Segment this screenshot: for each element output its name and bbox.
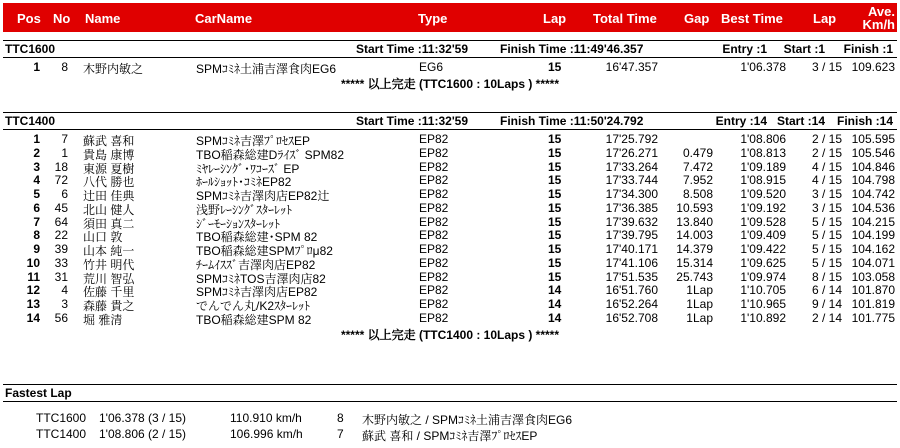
cell-lap: 15	[548, 187, 562, 201]
cell-no: 33	[54, 255, 68, 270]
fastest-lap-row	[3, 411, 897, 425]
cell-name: 蘇武 喜和	[83, 134, 135, 148]
cell-car: TBO稲森総建SPM 82	[196, 312, 312, 327]
fastest-class: TTC1400	[36, 427, 87, 441]
cell-best-lap: 3 / 15	[811, 200, 842, 215]
cell-lap: 15	[548, 145, 562, 160]
cell-total: 17'33.744	[605, 173, 658, 188]
cell-no: 72	[54, 173, 68, 188]
class-header	[3, 40, 897, 58]
cell-type: EP82	[419, 310, 449, 325]
cell-best-lap: 3 / 15	[811, 187, 842, 201]
cell-car: TBO稲森総建SPMﾌﾟﾛμ82	[196, 244, 333, 258]
cell-name: 東源 夏樹	[83, 161, 135, 176]
fastest-speed: 106.996 km/h	[230, 427, 303, 441]
cell-lap: 15	[548, 200, 562, 215]
cell-best-lap: 4 / 15	[811, 159, 842, 174]
table-row	[3, 60, 897, 74]
cell-best-lap: 5 / 15	[811, 255, 842, 270]
cell-gap: 1Lap	[686, 283, 713, 298]
cell-car: 浅野ﾚｰｼﾝｸﾞｽﾀｰﾚｯﾄ	[196, 202, 293, 217]
cell-ave: 109.623	[851, 60, 895, 74]
table-row	[3, 187, 897, 201]
cell-ave: 101.775	[851, 310, 895, 325]
class-finish: Finish :14	[836, 114, 893, 128]
table-row	[3, 201, 897, 215]
fastest-lap-row	[3, 427, 897, 441]
cell-ave: 104.199	[851, 228, 895, 243]
cell-no: 6	[61, 187, 68, 201]
cell-best: 1'09.422	[740, 242, 786, 256]
cell-type: EP82	[419, 200, 449, 215]
cell-pos: 7	[33, 214, 40, 229]
cell-name: 山本 純一	[83, 244, 135, 258]
cell-type: EP82	[419, 173, 449, 188]
cell-car: ﾐﾔﾚｰｼﾝｸﾞ･ﾜｺｰｽﾞ EP	[196, 161, 300, 176]
fastest-no: 8	[337, 411, 344, 425]
cell-best: 1'10.965	[740, 297, 786, 311]
table-row	[3, 215, 897, 229]
cell-no: 8	[61, 60, 68, 74]
table-row	[3, 146, 897, 160]
cell-best: 1'10.892	[740, 310, 786, 325]
cell-lap: 14	[548, 310, 562, 325]
results-header	[3, 3, 897, 32]
cell-pos: 1	[33, 60, 40, 74]
fastest-no: 7	[337, 427, 344, 441]
cell-name: 八代 勝也	[83, 175, 135, 190]
cell-total: 17'25.792	[605, 132, 658, 146]
cell-best: 1'06.378	[740, 60, 786, 74]
cell-lap: 15	[548, 255, 562, 270]
cell-pos: 9	[33, 242, 40, 256]
col-gap: Gap	[684, 11, 710, 26]
cell-total: 16'51.760	[605, 283, 658, 298]
class-entry: Entry :1	[722, 42, 767, 56]
cell-no: 7	[61, 132, 68, 146]
cell-total: 17'39.795	[605, 228, 658, 243]
cell-car: SPMｺﾐﾈ土浦吉澤食肉EG6	[196, 62, 337, 76]
cell-pos: 12	[26, 283, 40, 298]
cell-lap: 15	[548, 269, 562, 284]
fastest-driver: 蘇武 喜和 / SPMｺﾐﾈ吉澤ﾌﾟﾛｾｽEP	[362, 429, 538, 443]
cell-pos: 11	[27, 269, 40, 284]
cell-no: 64	[54, 214, 68, 229]
cell-total: 16'47.357	[605, 60, 658, 74]
cell-type: EP82	[419, 255, 449, 270]
cell-best: 1'08.806	[740, 132, 786, 146]
cell-no: 1	[61, 145, 68, 160]
class-entry: Entry :14	[715, 114, 767, 128]
table-row	[3, 311, 897, 325]
cell-total: 17'26.271	[605, 145, 658, 160]
cell-lap: 15	[548, 60, 562, 74]
cell-best: 1'09.192	[740, 200, 786, 215]
cell-best-lap: 9 / 14	[811, 297, 842, 311]
col-name: Name	[85, 11, 121, 26]
cell-name: 貴島 康博	[83, 147, 135, 162]
cell-pos: 14	[26, 310, 40, 325]
cell-best-lap: 6 / 14	[811, 283, 842, 298]
cell-lap: 14	[548, 297, 562, 311]
cell-pos: 10	[26, 255, 40, 270]
col-total-time: Total Time	[593, 11, 657, 26]
table-row	[3, 297, 897, 311]
class-title: TTC1600	[5, 42, 56, 56]
cell-gap: 7.952	[682, 173, 713, 188]
cell-ave: 104.215	[851, 214, 895, 229]
cell-ave: 101.819	[851, 297, 895, 311]
fastest-time: 1'08.806 (2 / 15)	[99, 427, 187, 441]
cell-ave: 105.546	[851, 145, 895, 160]
col-lap: Lap	[543, 11, 567, 26]
cell-type: EP82	[419, 132, 449, 146]
cell-pos: 1	[33, 132, 40, 146]
cell-best: 1'09.189	[740, 159, 786, 174]
cell-lap: 15	[548, 132, 562, 146]
cell-best-lap: 2 / 14	[811, 310, 842, 325]
cell-gap: 10.593	[676, 200, 713, 215]
cell-ave: 104.798	[851, 173, 895, 188]
cell-gap: 13.840	[676, 214, 713, 229]
col-best-lap: Lap	[813, 11, 837, 26]
cell-no: 31	[54, 269, 68, 284]
cell-total: 17'36.385	[605, 200, 658, 215]
table-row	[3, 256, 897, 270]
cell-pos: 6	[33, 200, 40, 215]
cell-pos: 5	[33, 187, 40, 201]
cell-no: 22	[54, 228, 68, 243]
cell-best-lap: 3 / 15	[811, 60, 842, 74]
cell-gap: 1Lap	[686, 297, 713, 311]
cell-best-lap: 8 / 15	[811, 269, 842, 284]
cell-name: 荒川 智弘	[83, 271, 135, 286]
col-pos: Pos	[17, 11, 41, 26]
cell-type: EP82	[419, 145, 449, 160]
cell-type: EP82	[419, 283, 449, 298]
cell-no: 39	[54, 242, 68, 256]
cell-total: 16'52.708	[605, 310, 658, 325]
cell-name: 須田 真二	[83, 216, 135, 231]
cell-best: 1'10.705	[740, 283, 786, 298]
cell-no: 45	[54, 200, 68, 215]
cell-lap: 15	[548, 242, 562, 256]
table-row	[3, 228, 897, 245]
cell-best: 1'09.409	[740, 228, 786, 243]
cell-best: 1'09.528	[740, 214, 786, 229]
cell-type: EG6	[419, 60, 444, 74]
cell-gap: 15.314	[676, 255, 713, 270]
cell-total: 16'52.264	[605, 297, 658, 311]
cell-car: でんでん丸/K2ｽﾀｰﾚｯﾄ	[196, 299, 311, 313]
fastest-time: 1'06.378 (3 / 15)	[99, 411, 187, 425]
cell-gap: 8.508	[682, 187, 713, 201]
col-carname: CarName	[195, 11, 253, 26]
cell-car: TBO稲森総建･SPM 82	[196, 230, 318, 245]
cell-best-lap: 2 / 15	[811, 132, 842, 146]
class-finish-time: Finish Time :11:50'24.792	[500, 114, 644, 128]
cell-total: 17'39.632	[605, 214, 658, 229]
cell-best: 1'09.974	[740, 269, 786, 284]
cell-no: 4	[61, 283, 68, 298]
class-start-time: Start Time :11:32'59	[356, 114, 469, 128]
cell-name: 森藤 貴之	[83, 299, 135, 313]
cell-type: EP82	[419, 228, 449, 243]
col-ave	[855, 5, 895, 31]
cell-name: 山口 敦	[83, 230, 123, 245]
class-finish: Finish :1	[843, 42, 893, 56]
cell-ave: 103.058	[851, 269, 895, 284]
cell-total: 17'41.106	[605, 255, 658, 270]
cell-name: 辻田 佳典	[83, 189, 135, 203]
cell-gap: 14.003	[676, 228, 713, 243]
cell-lap: 15	[548, 173, 562, 188]
cell-type: EP82	[419, 269, 449, 284]
cell-car: SPMｺﾐﾈ吉澤ﾌﾟﾛｾｽEP	[196, 134, 311, 148]
cell-total: 17'33.264	[605, 159, 658, 174]
cell-car: TBO稲森総建Dﾗｲｽﾞ SPM82	[196, 147, 345, 162]
cell-type: EP82	[419, 242, 449, 256]
col-type: Type	[418, 11, 448, 26]
cell-car: ｼﾞｰﾓｰｼｮﾝｽﾀｰﾚｯﾄ	[196, 216, 281, 231]
cell-ave: 104.162	[851, 242, 895, 256]
cell-total: 17'51.535	[605, 269, 658, 284]
cell-car: ﾁｰﾑｲｽｽﾞ吉澤肉店EP82	[196, 257, 316, 272]
cell-best-lap: 5 / 15	[811, 242, 842, 256]
cell-type: EP82	[419, 187, 449, 201]
table-row	[3, 270, 897, 284]
col-best-time: Best Time	[721, 11, 783, 26]
table-row	[3, 242, 897, 256]
cell-type: EP82	[419, 159, 449, 174]
cell-total: 17'40.171	[605, 242, 658, 256]
cell-name: 佐藤 千里	[83, 285, 135, 300]
cell-type: EP82	[419, 214, 449, 229]
cell-no: 18	[54, 159, 68, 174]
finish-note: ***** 以上完走 (TTC1400 : 10Laps ) *****	[340, 327, 560, 342]
cell-ave: 104.071	[851, 255, 895, 270]
class-title: TTC1400	[5, 114, 56, 128]
cell-name: 竹井 明代	[83, 257, 135, 272]
cell-name: 木野内敏之	[83, 62, 144, 76]
cell-total: 17'34.300	[605, 187, 658, 201]
cell-gap: 7.472	[682, 159, 713, 174]
cell-best-lap: 5 / 15	[811, 228, 842, 243]
cell-best: 1'08.813	[740, 145, 786, 160]
cell-car: ﾎｰﾙｼｮｯﾄ･ｺﾐﾈEP82	[196, 175, 292, 190]
class-start: Start :1	[783, 42, 825, 56]
table-row	[3, 173, 897, 190]
cell-pos: 8	[33, 228, 40, 243]
cell-car: SPMｺﾐﾈ吉澤肉店EP82辻	[196, 189, 330, 203]
cell-pos: 13	[26, 297, 40, 311]
class-header	[3, 112, 897, 130]
table-row	[3, 132, 897, 146]
fastest-class: TTC1600	[36, 411, 87, 425]
col-ave-line2: Km/h	[862, 17, 895, 32]
cell-name: 北山 健人	[83, 202, 135, 217]
cell-gap: 0.479	[682, 145, 713, 160]
fastest-driver: 木野内敏之 / SPMｺﾐﾈ土浦吉澤食肉EG6	[362, 413, 573, 427]
cell-gap: 14.379	[676, 242, 713, 256]
class-start-time: Start Time :11:32'59	[356, 42, 469, 56]
cell-lap: 14	[548, 283, 562, 298]
cell-pos: 2	[33, 145, 40, 160]
cell-lap: 15	[548, 159, 562, 174]
cell-lap: 15	[548, 228, 562, 243]
cell-best-lap: 2 / 15	[811, 145, 842, 160]
cell-type: EP82	[419, 297, 449, 311]
fastest-lap-title-text: Fastest Lap	[5, 386, 72, 400]
cell-name: 堀 雅清	[83, 312, 123, 327]
cell-no: 56	[54, 310, 68, 325]
cell-best-lap: 5 / 15	[811, 214, 842, 229]
cell-best-lap: 4 / 15	[811, 173, 842, 188]
fastest-lap-title	[3, 384, 897, 402]
cell-gap: 1Lap	[686, 310, 713, 325]
cell-no: 3	[61, 297, 68, 311]
cell-pos: 3	[33, 159, 40, 174]
fastest-speed: 110.910 km/h	[230, 411, 302, 425]
table-row	[3, 283, 897, 300]
cell-ave: 105.595	[851, 132, 895, 146]
cell-ave: 101.870	[851, 283, 895, 298]
cell-best: 1'09.520	[740, 187, 786, 201]
class-start: Start :14	[776, 114, 825, 128]
cell-best: 1'08.915	[740, 173, 786, 188]
cell-ave: 104.742	[851, 187, 895, 201]
class-finish-time: Finish Time :11:49'46.357	[500, 42, 644, 56]
finish-note: ***** 以上完走 (TTC1600 : 10Laps ) *****	[340, 76, 560, 91]
cell-best: 1'09.625	[740, 255, 786, 270]
col-no: No	[53, 11, 71, 26]
cell-ave: 104.846	[851, 159, 895, 174]
cell-pos: 4	[33, 173, 40, 188]
cell-car: SPMｺﾐﾈ吉澤肉店EP82	[196, 285, 318, 300]
table-row	[3, 160, 897, 174]
cell-lap: 15	[548, 214, 562, 229]
cell-gap: 25.743	[676, 269, 713, 284]
cell-ave: 104.536	[851, 200, 895, 215]
col-ave-line1: Ave.	[868, 4, 895, 19]
cell-car: SPMｺﾐﾈTOS吉澤肉店82	[196, 271, 326, 286]
